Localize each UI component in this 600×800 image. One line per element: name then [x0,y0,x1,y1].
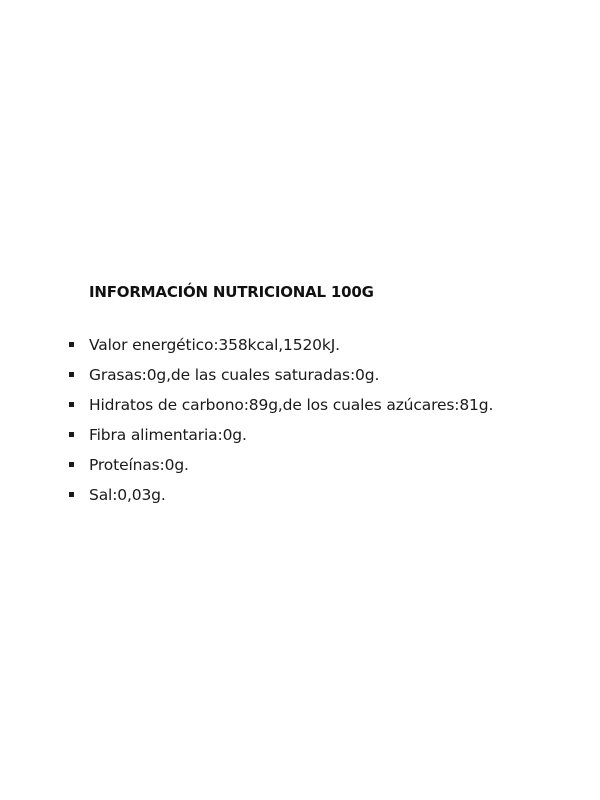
nutrition-item-carbohydrates [89,390,579,420]
nutrition-item-label: Grasas:0g,de las cuales saturadas:0g. [89,366,380,384]
nutrition-item-energy [89,330,579,360]
nutrition-item-label: Proteínas:0g. [89,456,189,474]
nutrition-list [89,330,579,510]
square-bullet-icon [69,402,74,407]
nutrition-item-label: Valor energético:358kcal,1520kJ. [89,336,340,354]
square-bullet-icon [69,432,74,437]
nutrition-item-salt [89,480,579,510]
square-bullet-icon [69,492,74,497]
nutrition-item-label: Fibra alimentaria:0g. [89,426,247,444]
nutrition-item-fat [89,360,579,390]
square-bullet-icon [69,372,74,377]
square-bullet-icon [69,462,74,467]
nutrition-item-protein [89,450,579,480]
nutrition-item-fiber [89,420,579,450]
nutrition-title: INFORMACIÓN NUTRICIONAL 100G [89,283,374,301]
square-bullet-icon [69,342,74,347]
nutrition-item-label: Sal:0,03g. [89,486,166,504]
nutrition-info-section [89,281,579,510]
nutrition-item-label: Hidratos de carbono:89g,de los cuales azúcares:81g. [89,396,494,414]
